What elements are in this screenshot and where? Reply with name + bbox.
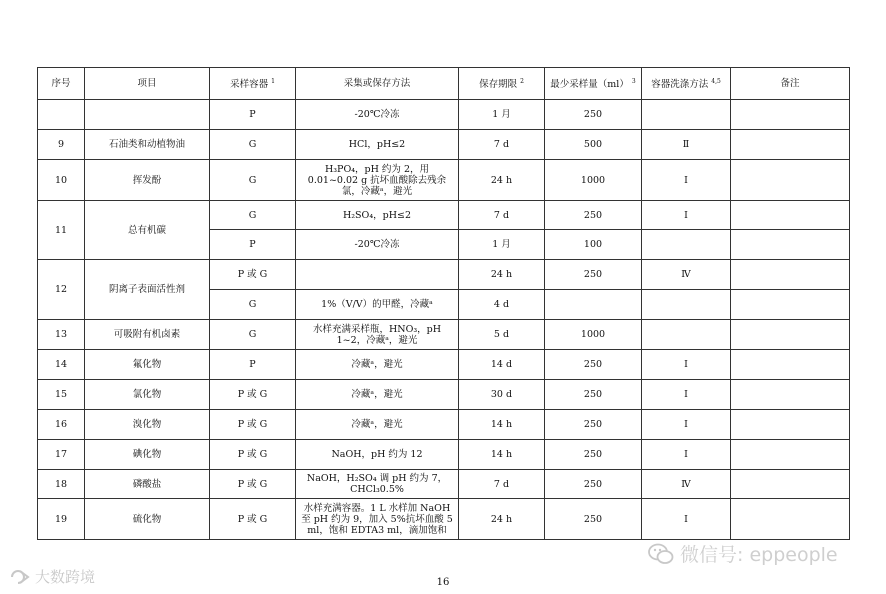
item-cell: 石油类和动植物油 — [85, 130, 210, 160]
no-cell: 9 — [38, 130, 85, 160]
no-cell: 15 — [38, 380, 85, 410]
container-cell: P — [210, 350, 296, 380]
item-cell: 硫化物 — [85, 499, 210, 540]
item-cell: 磷酸盐 — [85, 470, 210, 499]
item-cell: 阴离子表面活性剂 — [85, 260, 210, 320]
method-cell: 水样充满采样瓶，HNO₃，pH 1~2，冷藏ᵃ，避光 — [296, 320, 459, 350]
container-cell: P — [210, 230, 296, 260]
item-cell: 可吸附有机卤素 — [85, 320, 210, 350]
wash-cell: Ⅰ — [642, 160, 731, 201]
method-cell: -20℃冷冻 — [296, 230, 459, 260]
table-row — [38, 320, 850, 350]
wash-cell: Ⅰ — [642, 350, 731, 380]
container-cell: G — [210, 201, 296, 230]
amount-cell: 250 — [545, 100, 642, 130]
wechat-icon — [648, 543, 674, 565]
item-cell: 挥发酚 — [85, 160, 210, 201]
watermark-text: 大数跨境 — [35, 568, 96, 586]
method-cell: 水样充满容器。1 L 水样加 NaOH 至 pH 约为 9，加入 5%抗坏血酸 5 ml，饱和 EDTA3 ml，滴加饱和 — [296, 499, 459, 540]
method-cell: 1%（V/V）的甲醛，冷藏ᵃ — [296, 290, 459, 320]
no-cell: 16 — [38, 410, 85, 440]
wash-cell: Ⅰ — [642, 440, 731, 470]
no-cell: 17 — [38, 440, 85, 470]
table-row — [38, 160, 850, 201]
period-cell: 7 d — [459, 130, 545, 160]
no-cell: 19 — [38, 499, 85, 540]
period-cell: 7 d — [459, 201, 545, 230]
period-cell: 5 d — [459, 320, 545, 350]
amount-cell: 100 — [545, 230, 642, 260]
container-cell: G — [210, 320, 296, 350]
col-header: 项目 — [85, 68, 210, 100]
no-cell: 10 — [38, 160, 85, 201]
item-cell: 溴化物 — [85, 410, 210, 440]
page-number: 16 — [436, 577, 450, 588]
item-cell: 氯化物 — [85, 380, 210, 410]
method-cell: H₂SO₄，pH≤2 — [296, 201, 459, 230]
period-cell: 1 月 — [459, 100, 545, 130]
no-cell: 18 — [38, 470, 85, 499]
amount-cell: 250 — [545, 499, 642, 540]
brand-logo-icon — [8, 568, 32, 586]
col-header: 备注 — [731, 68, 850, 100]
amount-cell: 1000 — [545, 320, 642, 350]
wash-cell: Ⅳ — [642, 470, 731, 499]
watermark-brand — [8, 566, 95, 587]
item-cell: 碘化物 — [85, 440, 210, 470]
amount-cell: 500 — [545, 130, 642, 160]
table-row — [38, 380, 850, 410]
method-cell: HCl，pH≤2 — [296, 130, 459, 160]
wash-cell: Ⅰ — [642, 410, 731, 440]
container-cell: P 或 G — [210, 260, 296, 290]
amount-cell: 250 — [545, 201, 642, 230]
method-cell: H₃PO₄，pH 约为 2，用 0.01~0.02 g 抗坏血酸除去残余氯，冷藏ᵃ，避光 — [296, 160, 459, 201]
period-cell: 14 h — [459, 410, 545, 440]
container-cell: G — [210, 160, 296, 201]
table-row — [38, 410, 850, 440]
method-cell: 冷藏ᵃ，避光 — [296, 410, 459, 440]
table-row — [38, 470, 850, 499]
period-cell: 7 d — [459, 470, 545, 499]
method-cell: NaOH，H₂SO₄ 调 pH 约为 7，CHCl₃0.5% — [296, 470, 459, 499]
container-cell: P 或 G — [210, 410, 296, 440]
amount-cell: 250 — [545, 260, 642, 290]
table-row — [38, 440, 850, 470]
no-cell: 14 — [38, 350, 85, 380]
method-cell: NaOH，pH 约为 12 — [296, 440, 459, 470]
header-row — [38, 68, 850, 100]
period-cell: 30 d — [459, 380, 545, 410]
amount-cell: 250 — [545, 440, 642, 470]
wash-cell: Ⅰ — [642, 380, 731, 410]
table-row — [38, 499, 850, 540]
no-cell: 11 — [38, 201, 85, 260]
method-cell: -20℃冷冻 — [296, 100, 459, 130]
table-row — [38, 350, 850, 380]
container-cell: P 或 G — [210, 380, 296, 410]
col-header: 采集或保存方法 — [296, 68, 459, 100]
period-cell: 24 h — [459, 160, 545, 201]
period-cell: 24 h — [459, 260, 545, 290]
container-cell: P 或 G — [210, 440, 296, 470]
amount-cell: 250 — [545, 470, 642, 499]
period-cell: 1 月 — [459, 230, 545, 260]
period-cell: 24 h — [459, 499, 545, 540]
table-row — [38, 201, 850, 230]
table-row — [38, 260, 850, 290]
col-header: 序号 — [38, 68, 85, 100]
col-header: 容器洗涤方法 $^{4,5}$ — [642, 68, 731, 100]
container-cell: P 或 G — [210, 470, 296, 499]
container-cell: G — [210, 290, 296, 320]
amount-cell: 250 — [545, 410, 642, 440]
watermark-wechat — [648, 540, 838, 567]
container-cell: P 或 G — [210, 499, 296, 540]
wash-cell: Ⅰ — [642, 201, 731, 230]
col-header: 采样容器 $^1$ — [210, 68, 296, 100]
wash-cell: Ⅰ — [642, 499, 731, 540]
wash-cell: Ⅱ — [642, 130, 731, 160]
amount-cell: 1000 — [545, 160, 642, 201]
table-row — [38, 100, 850, 130]
col-header: 保存期限 $^2$ — [459, 68, 545, 100]
no-cell: 12 — [38, 260, 85, 320]
method-cell: 冷藏ᵃ，避光 — [296, 350, 459, 380]
period-cell: 14 h — [459, 440, 545, 470]
col-header: 最少采样量（ml） $^3$ — [545, 68, 642, 100]
sampling-table — [37, 67, 850, 540]
watermark-text: 微信号: eppeople — [680, 544, 838, 566]
period-cell: 14 d — [459, 350, 545, 380]
period-cell: 4 d — [459, 290, 545, 320]
container-cell: G — [210, 130, 296, 160]
no-cell: 13 — [38, 320, 85, 350]
method-cell: 冷藏ᵃ，避光 — [296, 380, 459, 410]
table-row — [38, 130, 850, 160]
amount-cell: 250 — [545, 380, 642, 410]
wash-cell: Ⅳ — [642, 260, 731, 290]
item-cell: 总有机碳 — [85, 201, 210, 260]
container-cell: P — [210, 100, 296, 130]
amount-cell: 250 — [545, 350, 642, 380]
item-cell: 氟化物 — [85, 350, 210, 380]
